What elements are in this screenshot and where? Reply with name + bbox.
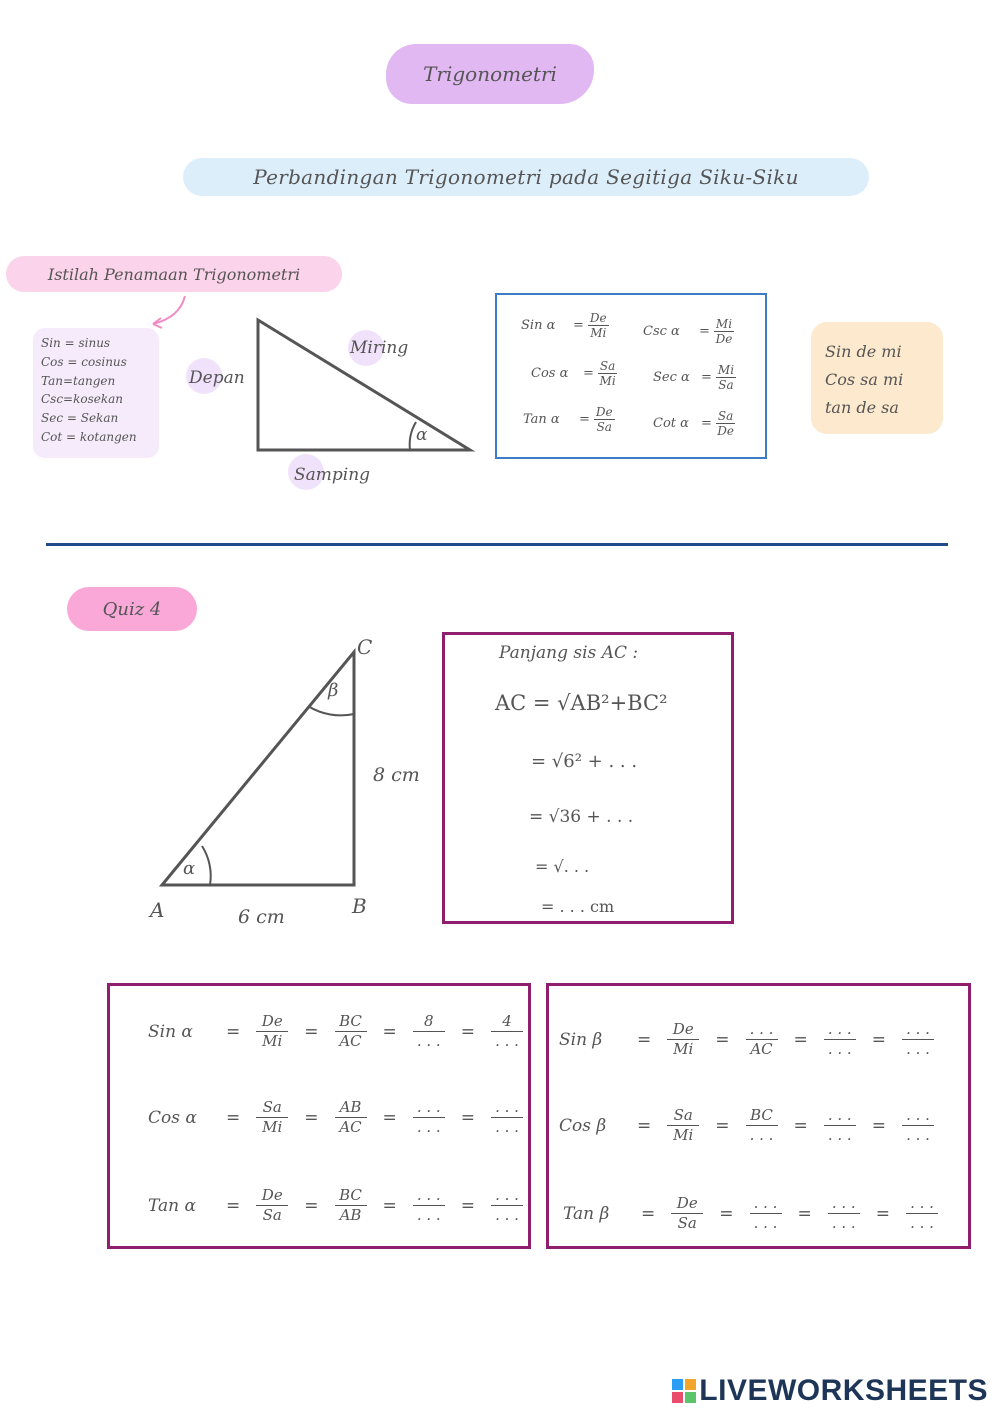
ratio-box (495, 293, 767, 459)
ratio-csc: Csc α = $\frac{Mi}{De}$ (643, 317, 733, 346)
vertex-b: B (352, 894, 367, 918)
istilah-item: Sin = sinus (41, 336, 111, 350)
frac-den: AC (750, 1040, 773, 1058)
alpha-row-cos: Cos α = $\frac{Sa}{Mi}$ = $\frac{AB}{AC}$ = . . . . . . = . . . . . . (148, 1098, 533, 1137)
frac-den: Mi (262, 1118, 283, 1136)
answer-blank[interactable]: . . . (906, 1194, 938, 1214)
answer-blank[interactable]: . . . (416, 1118, 441, 1136)
ratio-name: Tan α (523, 412, 560, 427)
angle-alpha: α (183, 858, 196, 879)
ratio-cos: Cos α = $\frac{Sa}{Mi}$ (531, 359, 616, 388)
frac-den: Mi (673, 1126, 694, 1144)
istilah-item: Csc=kosekan (41, 392, 124, 407)
frac-den: De (715, 332, 733, 346)
beta-row-sin: Sin β = $\frac{De}{Mi}$ = . . . AC = . . . . . . = . . . . . . (559, 1020, 944, 1059)
frac-num: AB (335, 1098, 367, 1118)
frac-num: Sa (717, 409, 734, 423)
quiz-label: Quiz 4 (67, 587, 197, 631)
logo-text: LIVEWORKSHEETS (699, 1374, 988, 1407)
ac-heading: Panjang sis AC : (499, 643, 639, 663)
frac-num: Mi (715, 317, 733, 331)
frac-num: 4 (491, 1012, 523, 1032)
istilah-label: Istilah Penamaan Trigonometri (6, 256, 342, 292)
alpha-row-tan: Tan α = $\frac{De}{Sa}$ = $\frac{BC}{AB}$ = . . . . . . = . . . . . . (148, 1186, 533, 1225)
row-label: Sin β (559, 1029, 603, 1050)
istilah-item: Cot = kotangen (41, 429, 137, 444)
mnemonic-line: Sin de mi (825, 342, 902, 361)
ratio-tan: Tan α = $\frac{De}{Sa}$ (523, 405, 613, 434)
frac-num: 8 (413, 1012, 445, 1032)
answer-blank[interactable]: . . . (746, 1020, 778, 1040)
mnemonic-note (811, 322, 943, 434)
answer-blank[interactable]: . . . (413, 1186, 445, 1206)
frac-num: De (256, 1186, 288, 1206)
row-label: Tan α (148, 1195, 196, 1216)
frac-den: AC (339, 1118, 362, 1136)
side-ab: 6 cm (238, 906, 285, 928)
frac-den: Mi (673, 1040, 694, 1058)
ratio-name: Csc α (643, 324, 680, 339)
answer-blank[interactable]: . . . (413, 1098, 445, 1118)
frac-num: Sa (256, 1098, 288, 1118)
liveworksheets-logo (671, 1374, 988, 1408)
quiz-triangle (140, 636, 440, 936)
ratio-name: Cos α (531, 366, 569, 381)
row-label: Cos α (148, 1107, 197, 1128)
row-label: Cos β (559, 1115, 607, 1136)
istilah-item: Sec = Sekan (41, 411, 119, 426)
frac-den: Sa (596, 420, 612, 434)
answer-blank[interactable]: . . . (416, 1032, 441, 1050)
frac-num: BC (335, 1012, 367, 1032)
ac-length-box (442, 632, 734, 924)
frac-num: De (671, 1194, 703, 1214)
frac-num: De (589, 311, 607, 325)
ac-line-2[interactable]: = √6² + . . . (531, 751, 638, 772)
answer-blank[interactable]: . . . (824, 1106, 856, 1126)
answer-blank[interactable]: . . . (495, 1032, 519, 1050)
answer-blank[interactable]: . . . (495, 1118, 519, 1136)
beta-row-cos: Cos β = $\frac{Sa}{Mi}$ = BC . . . = . . . . . . = . . . . . . (559, 1106, 944, 1145)
frac-den: De (717, 424, 734, 438)
frac-den: Mi (590, 326, 607, 340)
answer-blank[interactable]: . . . (824, 1020, 856, 1040)
ac-line-1: AC = √AB²+BC² (495, 691, 668, 715)
answer-blank[interactable]: . . . (750, 1194, 782, 1214)
answer-blank[interactable]: . . . (749, 1126, 774, 1144)
answer-blank[interactable]: . . . (831, 1214, 856, 1232)
ac-line-4[interactable]: = √. . . (535, 857, 590, 876)
frac-den: AC (339, 1032, 362, 1050)
row-label: Sin α (148, 1021, 193, 1042)
frac-num: Sa (599, 359, 616, 373)
ratio-sin: Sin α = $\frac{De}{Mi}$ (521, 311, 607, 340)
frac-num: Mi (717, 363, 735, 377)
label-depan: Depan (189, 368, 245, 388)
answer-blank[interactable]: . . . (416, 1206, 441, 1224)
row-label: Tan β (563, 1203, 610, 1224)
alpha-row-sin: Sin α = $\frac{De}{Mi}$ = $\frac{BC}{AC}$ = 8 . . . = 4 . . . (148, 1012, 533, 1051)
angle-beta: β (328, 680, 339, 701)
answer-blank[interactable]: . . . (910, 1214, 934, 1232)
ratio-sec: Sec α = $\frac{Mi}{Sa}$ (653, 363, 735, 392)
ratio-name: Sec α (653, 370, 690, 385)
side-bc: 8 cm (373, 764, 420, 786)
beta-ratios-box (546, 983, 971, 1249)
page-subtitle: Perbandingan Trigonometri pada Segitiga Siku-Siku (183, 158, 869, 196)
page-title: Trigonometri (386, 44, 594, 104)
answer-blank[interactable]: . . . (902, 1020, 934, 1040)
vertex-c: C (357, 635, 373, 659)
label-alpha: α (416, 425, 428, 445)
answer-blank[interactable]: . . . (491, 1098, 523, 1118)
ratio-name: Sin α (521, 318, 556, 333)
answer-blank[interactable]: . . . (828, 1194, 860, 1214)
section-divider (46, 543, 948, 546)
frac-den: Sa (677, 1214, 697, 1232)
answer-blank[interactable]: . . . (906, 1126, 930, 1144)
frac-num: Sa (667, 1106, 699, 1126)
answer-blank[interactable]: . . . (902, 1106, 934, 1126)
frac-den: Sa (262, 1206, 282, 1224)
label-samping: Samping (294, 465, 371, 485)
vertex-a: A (150, 898, 165, 922)
ac-line-3[interactable]: = √36 + . . . (529, 807, 634, 827)
mnemonic-line: Cos sa mi (825, 370, 904, 389)
alpha-ratios-box (107, 983, 531, 1249)
istilah-list (33, 328, 159, 458)
frac-num: BC (335, 1186, 367, 1206)
frac-den: Sa (718, 378, 734, 392)
answer-blank[interactable]: . . . (753, 1214, 778, 1232)
ac-line-5[interactable]: = . . . cm (541, 897, 615, 916)
frac-num: De (595, 405, 613, 419)
frac-den: Mi (262, 1032, 283, 1050)
answer-blank[interactable]: . . . (491, 1186, 523, 1206)
frac-den: AB (339, 1206, 362, 1224)
answer-blank[interactable]: . . . (495, 1206, 519, 1224)
frac-den: Mi (599, 374, 616, 388)
mnemonic-line: tan de sa (825, 398, 899, 417)
istilah-item: Tan=tangen (41, 373, 116, 388)
ratio-name: Cot α (653, 416, 689, 431)
frac-num: BC (746, 1106, 778, 1126)
answer-blank[interactable]: . . . (827, 1040, 852, 1058)
ratio-cot: Cot α = $\frac{Sa}{De}$ (653, 409, 734, 438)
label-miring: Miring (350, 338, 409, 358)
logo-icon (671, 1378, 697, 1404)
frac-num: De (667, 1020, 699, 1040)
istilah-item: Cos = cosinus (41, 354, 127, 369)
answer-blank[interactable]: . . . (827, 1126, 852, 1144)
answer-blank[interactable]: . . . (906, 1040, 930, 1058)
frac-num: De (256, 1012, 288, 1032)
beta-row-tan: Tan β = $\frac{De}{Sa}$ = . . . . . . = . . . . . . = . . . . . . (563, 1194, 948, 1233)
